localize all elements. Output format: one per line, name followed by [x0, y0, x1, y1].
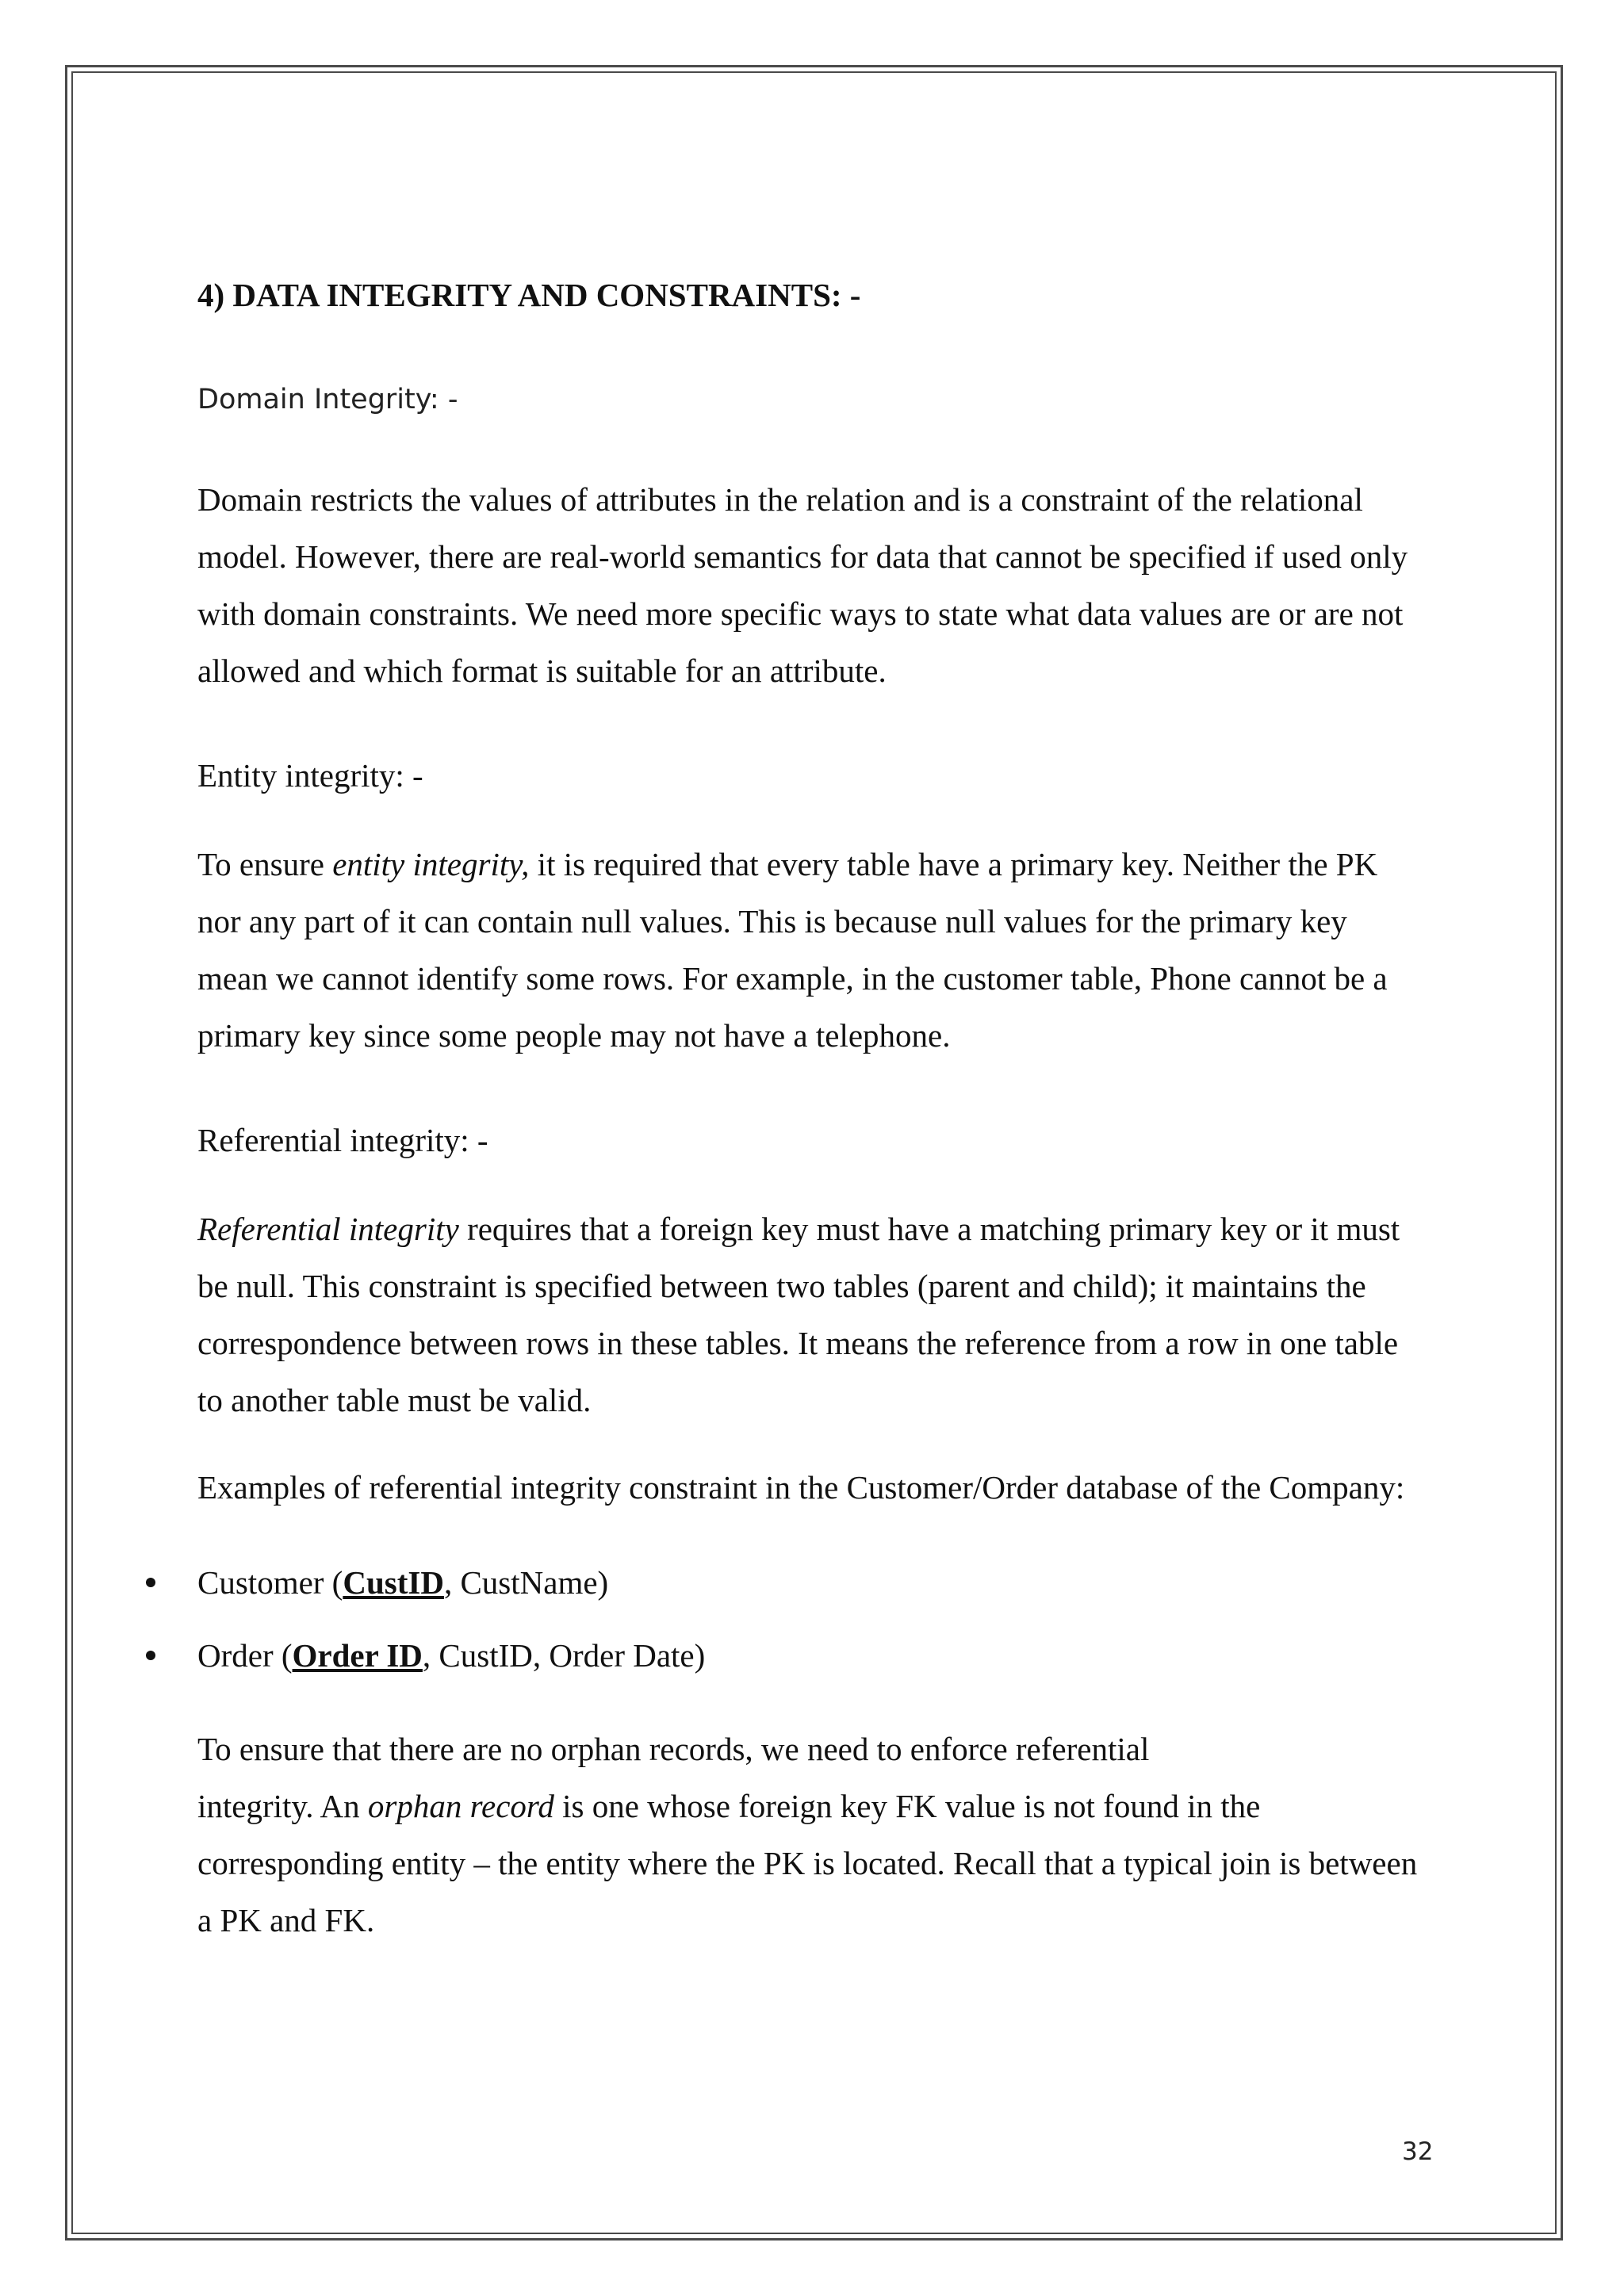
section-heading: 4) DATA INTEGRITY AND CONSTRAINTS: - [197, 277, 861, 313]
paragraph-line: a PK and FK. [197, 1902, 375, 1938]
paragraph-line: To ensure entity integrity, it is required that every table have a primary key. Neither the PK [197, 846, 1378, 882]
orphan-record-paragraph [197, 1720, 1458, 1949]
emphasis-text: orphan record [367, 1788, 554, 1824]
paragraph-line: allowed and which format is suitable for an attribute. [197, 652, 887, 689]
paragraph-line: Referential integrity requires that a foreign key must have a matching primary key or it must [197, 1211, 1400, 1247]
paragraph-line: To ensure that there are no orphan records, we need to enforce referential [197, 1731, 1150, 1767]
paragraph-line: nor any part of it can contain null values. This is because null values for the primary key [197, 903, 1347, 939]
primary-key: CustID [343, 1564, 444, 1601]
entity-integrity-title: Entity integrity: - [197, 757, 423, 794]
referential-integrity-title: Referential integrity: - [197, 1122, 488, 1158]
domain-integrity-paragraph [197, 471, 1458, 699]
emphasis-text: Referential integrity [197, 1211, 459, 1247]
paragraph-line: correspondence between rows in these tables. It means the reference from a row in one table [197, 1325, 1399, 1361]
paragraph-line: corresponding entity – the entity where the PK is located. Recall that a typical join is between [197, 1845, 1418, 1881]
paragraph-line: Domain restricts the values of attributes in the relation and is a constraint of the relational [197, 481, 1363, 518]
page-number: 32 [1402, 2137, 1434, 2166]
paragraph-line: to another table must be valid. [197, 1382, 592, 1418]
paragraph-line: model. However, there are real-world semantics for data that cannot be specified if used only [197, 538, 1408, 575]
bullet-icon [146, 1651, 155, 1660]
paragraph-line: integrity. An orphan record is one whose foreign key FK value is not found in the [197, 1788, 1261, 1824]
primary-key: Order ID [292, 1637, 423, 1674]
examples-intro: Examples of referential integrity constraint in the Customer/Order database of the Company: [197, 1469, 1405, 1506]
entity-integrity-paragraph [197, 836, 1458, 1064]
paragraph-line: with domain constraints. We need more specific ways to state what data values are or are not [197, 595, 1404, 632]
bullet-icon [146, 1578, 155, 1587]
referential-integrity-paragraph [197, 1200, 1458, 1429]
paragraph-line: primary key since some people may not have a telephone. [197, 1017, 951, 1054]
domain-integrity-title: Domain Integrity: - [197, 384, 458, 415]
paragraph-line: mean we cannot identify some rows. For example, in the customer table, Phone cannot be a [197, 960, 1388, 997]
paragraph-line: be null. This constraint is specified between two tables (parent and child); it maintains the [197, 1268, 1366, 1304]
emphasis-text: entity integrity, [332, 846, 530, 882]
